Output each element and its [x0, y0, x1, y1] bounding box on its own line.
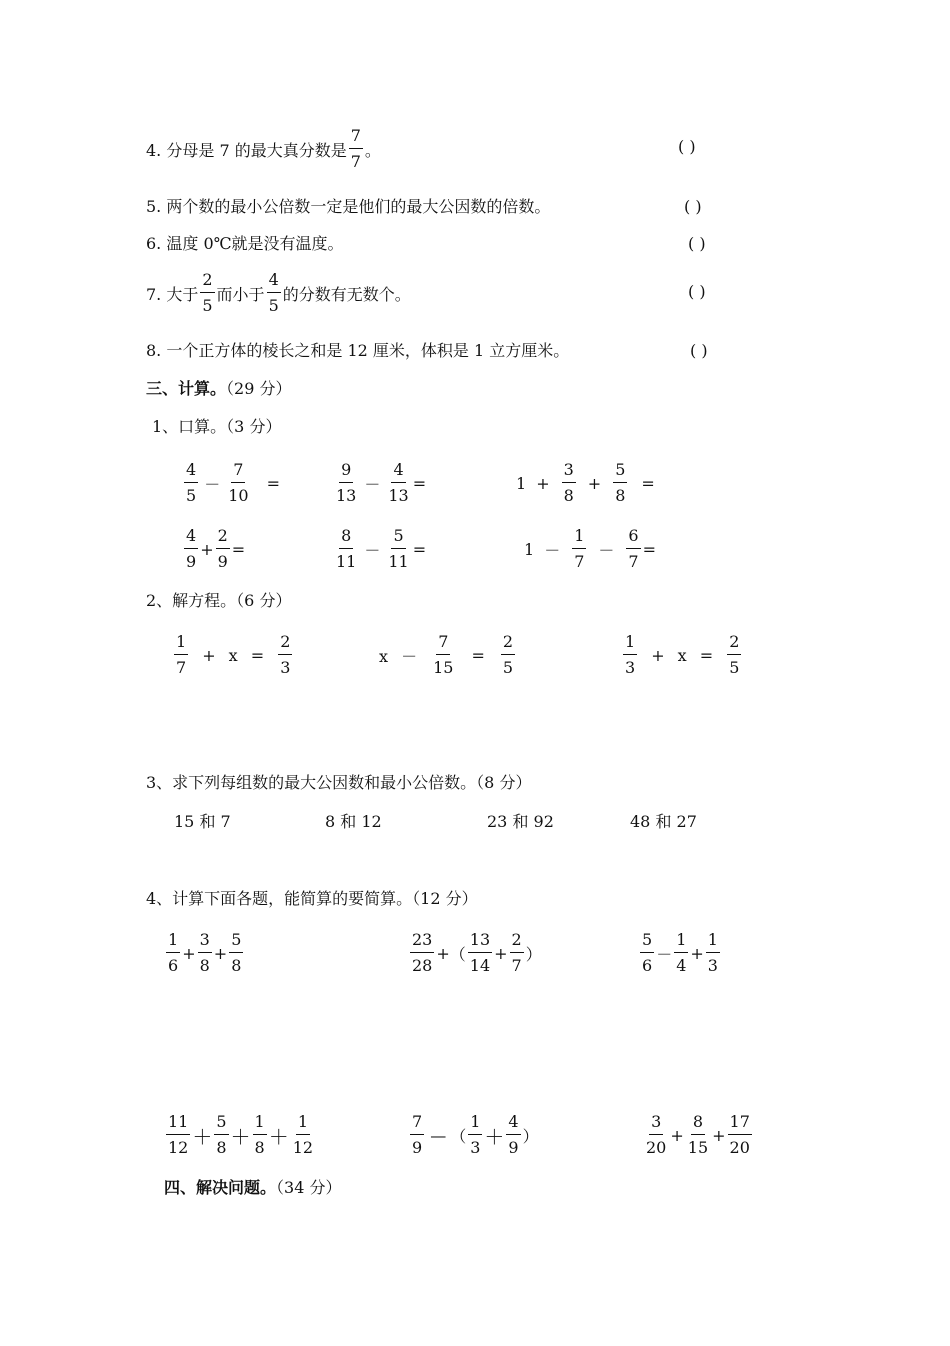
- fraction: [267, 270, 281, 316]
- numerator: 1: [706, 930, 720, 953]
- denominator: 6: [642, 956, 653, 975]
- fraction: [184, 526, 198, 572]
- numerator: 8: [691, 1112, 705, 1135]
- denominator: 3: [280, 658, 291, 677]
- expression-token: +: [436, 943, 450, 963]
- fraction: [626, 526, 640, 572]
- fraction: [334, 460, 358, 506]
- fraction: [640, 930, 654, 976]
- denominator: 8: [563, 486, 574, 505]
- expression-token: ＋: [484, 1124, 505, 1149]
- number-pair: 15 和 7: [174, 812, 231, 831]
- fraction: [572, 526, 586, 572]
- numerator: 1: [623, 632, 637, 655]
- numerator: 1: [468, 1112, 482, 1135]
- equation: [379, 632, 517, 678]
- expression-token: +: [213, 943, 228, 963]
- judge-q8: 8. 一个正方体的棱长之和是 12 厘米，体积是 1 立方厘米。: [146, 341, 570, 360]
- denominator: 8: [231, 956, 242, 975]
- expression-token: （: [449, 944, 466, 964]
- fraction: [410, 1112, 424, 1158]
- numerator: 3: [198, 930, 212, 953]
- denominator: 4: [676, 956, 687, 975]
- numerator: 7: [436, 632, 450, 655]
- numerator: 13: [468, 930, 492, 953]
- numerator: 2: [510, 930, 524, 953]
- expression-token: ＋: [268, 1124, 289, 1149]
- numerator: 7: [410, 1112, 424, 1135]
- fraction: [613, 460, 627, 506]
- denominator: 5: [202, 296, 213, 315]
- expression-token: 的分数有无数个。: [282, 284, 411, 304]
- fraction: [727, 632, 741, 678]
- judge-q7: [146, 270, 411, 316]
- fraction: [644, 1112, 668, 1158]
- expression-token: －: [544, 540, 561, 560]
- denominator: 14: [469, 956, 491, 975]
- denominator: 15: [433, 658, 454, 677]
- denominator: 3: [625, 658, 636, 677]
- fraction: [623, 632, 637, 678]
- numerator: 1: [674, 930, 688, 953]
- expression-token: －: [364, 474, 381, 494]
- expression-token: +: [670, 1125, 684, 1145]
- denominator: 7: [176, 658, 187, 677]
- calc-title: 4、计算下面各题，能简算的要简算。（12 分）: [146, 889, 478, 908]
- fraction: [166, 1112, 190, 1158]
- fraction: [468, 930, 492, 976]
- equations-title: 2、解方程。（6 分）: [146, 591, 292, 610]
- fraction: [349, 126, 363, 172]
- answer-paren[interactable]: ( ): [690, 341, 708, 360]
- expression-token: +: [690, 943, 704, 963]
- calc-expression: [408, 1112, 539, 1158]
- expression-token: +: [712, 1125, 726, 1145]
- expression-token: 1: [516, 473, 527, 493]
- fraction: [562, 460, 576, 506]
- fraction: [510, 930, 524, 976]
- answer-paren[interactable]: ( ): [684, 197, 702, 216]
- expression-token: =: [412, 473, 427, 493]
- numerator: 2: [200, 270, 214, 293]
- fraction: [174, 632, 188, 678]
- fraction: [728, 1112, 752, 1158]
- expression-token: =: [642, 539, 656, 559]
- numerator: 2: [727, 632, 741, 655]
- gcd-lcm-title: 3、求下列每组数的最大公因数和最小公倍数。（8 分）: [146, 773, 532, 792]
- number-pair: 8 和 12: [325, 812, 382, 831]
- denominator: 7: [628, 552, 639, 571]
- numerator: 1: [296, 1112, 310, 1135]
- expression-token: +: [494, 943, 508, 963]
- numerator: 1: [166, 930, 180, 953]
- denominator: 5: [502, 658, 514, 677]
- fraction: [686, 1112, 710, 1158]
- fraction: [386, 460, 410, 506]
- number-pair: 48 和 27: [630, 812, 697, 831]
- denominator: 7: [511, 956, 522, 975]
- denominator: 12: [292, 1138, 314, 1157]
- numerator: 2: [501, 632, 515, 655]
- expression-token: +: [587, 473, 602, 493]
- expression-token: ＋: [230, 1124, 251, 1149]
- expression-token: —: [430, 1125, 447, 1145]
- oral-item: [332, 526, 426, 572]
- denominator: 10: [228, 486, 249, 505]
- fraction: [184, 460, 198, 506]
- denominator: 7: [350, 152, 361, 171]
- denominator: 5: [186, 486, 197, 505]
- numerator: 4: [184, 526, 198, 549]
- fraction: [226, 460, 250, 506]
- numerator: 4: [267, 270, 281, 293]
- oral-item: [524, 526, 656, 572]
- expression-token: －: [598, 540, 615, 560]
- q4-text: 4. 分母是 7 的最大真分数是: [146, 140, 347, 160]
- numerator: 11: [166, 1112, 190, 1135]
- expression-token: －: [656, 944, 673, 964]
- denominator: 8: [216, 1138, 227, 1157]
- expression-token: 。: [364, 140, 381, 160]
- expression-token: x －: [379, 646, 418, 666]
- denominator: 9: [508, 1138, 519, 1157]
- judge-q6: 6. 温度 0℃就是没有温度。: [146, 234, 344, 253]
- numerator: 7: [349, 126, 363, 149]
- calc-expression: [164, 1112, 317, 1158]
- fraction: [334, 526, 358, 572]
- numerator: 3: [649, 1112, 663, 1135]
- fraction: [674, 930, 688, 976]
- oral-item: [516, 460, 659, 506]
- expression-token: +: [536, 473, 550, 493]
- calc-expression: [642, 1112, 754, 1158]
- denominator: 13: [388, 486, 409, 505]
- answer-paren[interactable]: ( ): [688, 282, 706, 301]
- fraction: [214, 1112, 228, 1158]
- judge-q5: 5. 两个数的最小公倍数一定是他们的最大公因数的倍数。: [146, 197, 551, 216]
- numerator: 4: [391, 460, 405, 483]
- expression-token: =: [231, 539, 246, 559]
- numerator: 5: [640, 930, 654, 953]
- numerator: 5: [229, 930, 243, 953]
- denominator: 8: [615, 486, 626, 505]
- denominator: 9: [217, 552, 228, 571]
- fraction: [200, 270, 214, 316]
- expression-token: + x =: [202, 645, 265, 665]
- denominator: 9: [186, 552, 197, 571]
- expression-token: ）: [525, 944, 542, 964]
- fraction: [166, 930, 180, 976]
- numerator: 2: [278, 632, 292, 655]
- numerator: 5: [391, 526, 405, 549]
- fraction: [506, 1112, 520, 1158]
- denominator: 9: [412, 1138, 423, 1157]
- fraction: [431, 632, 455, 678]
- fraction: [468, 1112, 482, 1158]
- expression-token: 1: [524, 539, 535, 559]
- oral-item: [182, 460, 284, 506]
- numerator: 17: [728, 1112, 752, 1135]
- numerator: 5: [613, 460, 627, 483]
- expression-token: =: [641, 473, 655, 493]
- denominator: 5: [729, 658, 740, 677]
- oral-item: [182, 526, 245, 572]
- expression-token: =: [471, 645, 485, 665]
- numerator: 3: [562, 460, 576, 483]
- denominator: 11: [336, 552, 357, 571]
- answer-paren[interactable]: ( ): [688, 234, 706, 253]
- oral-calc-title: 1、口算。（3 分）: [152, 417, 282, 436]
- denominator: 3: [707, 956, 718, 975]
- equation: [621, 632, 743, 678]
- expression-token: =: [412, 539, 427, 559]
- numerator: 1: [174, 632, 188, 655]
- fraction: [253, 1112, 267, 1158]
- numerator: 4: [506, 1112, 520, 1135]
- denominator: 12: [168, 1138, 189, 1157]
- numerator: 9: [339, 460, 353, 483]
- numerator: 2: [216, 526, 230, 549]
- denominator: 8: [254, 1138, 265, 1157]
- denominator: 7: [574, 552, 585, 571]
- expression-token: －: [364, 540, 381, 560]
- expression-token: －: [204, 474, 221, 494]
- expression-token: 7. 大于: [146, 284, 199, 304]
- calc-expression: [638, 930, 722, 976]
- answer-paren[interactable]: ( ): [678, 137, 696, 156]
- denominator: 5: [268, 296, 279, 315]
- fraction: [386, 526, 410, 572]
- oral-item: [332, 460, 426, 506]
- expression-token: +: [200, 539, 214, 559]
- numerator: 5: [214, 1112, 228, 1135]
- numerator: 4: [184, 460, 198, 483]
- denominator: 28: [412, 956, 433, 975]
- judge-q4: [146, 126, 381, 172]
- fraction: [216, 526, 230, 572]
- expression-token: + x =: [651, 645, 714, 665]
- fraction: [706, 930, 720, 976]
- expression-token: ）: [522, 1126, 539, 1146]
- denominator: 13: [336, 486, 357, 505]
- calc-expression: [408, 930, 542, 976]
- denominator: 8: [199, 956, 210, 975]
- fraction: [291, 1112, 315, 1158]
- denominator: 20: [729, 1138, 750, 1157]
- denominator: 20: [646, 1138, 667, 1157]
- numerator: 7: [231, 460, 245, 483]
- expression-token: ＋: [192, 1124, 213, 1149]
- numerator: 1: [572, 526, 586, 549]
- denominator: 11: [388, 552, 409, 571]
- denominator: 15: [687, 1138, 709, 1157]
- expression-token: +: [182, 943, 196, 963]
- fraction: [410, 930, 434, 976]
- calc-expression: [164, 930, 245, 976]
- fraction: [229, 930, 243, 976]
- denominator: 3: [470, 1138, 481, 1157]
- expression-token: 而小于: [216, 284, 265, 304]
- numerator: 23: [410, 930, 434, 953]
- section-4-heading: 四、解决问题。（34 分）: [164, 1178, 342, 1197]
- fraction: [278, 632, 292, 678]
- section-3-heading: 三、计算。（29 分）: [146, 379, 292, 398]
- expression-token: =: [266, 473, 280, 493]
- equation: [172, 632, 294, 678]
- numerator: 8: [339, 526, 353, 549]
- fraction: [501, 632, 515, 678]
- denominator: 6: [168, 956, 179, 975]
- expression-token: （: [450, 1126, 467, 1146]
- numerator: 1: [253, 1112, 267, 1135]
- fraction: [198, 930, 212, 976]
- number-pair: 23 和 92: [487, 812, 554, 831]
- numerator: 6: [626, 526, 640, 549]
